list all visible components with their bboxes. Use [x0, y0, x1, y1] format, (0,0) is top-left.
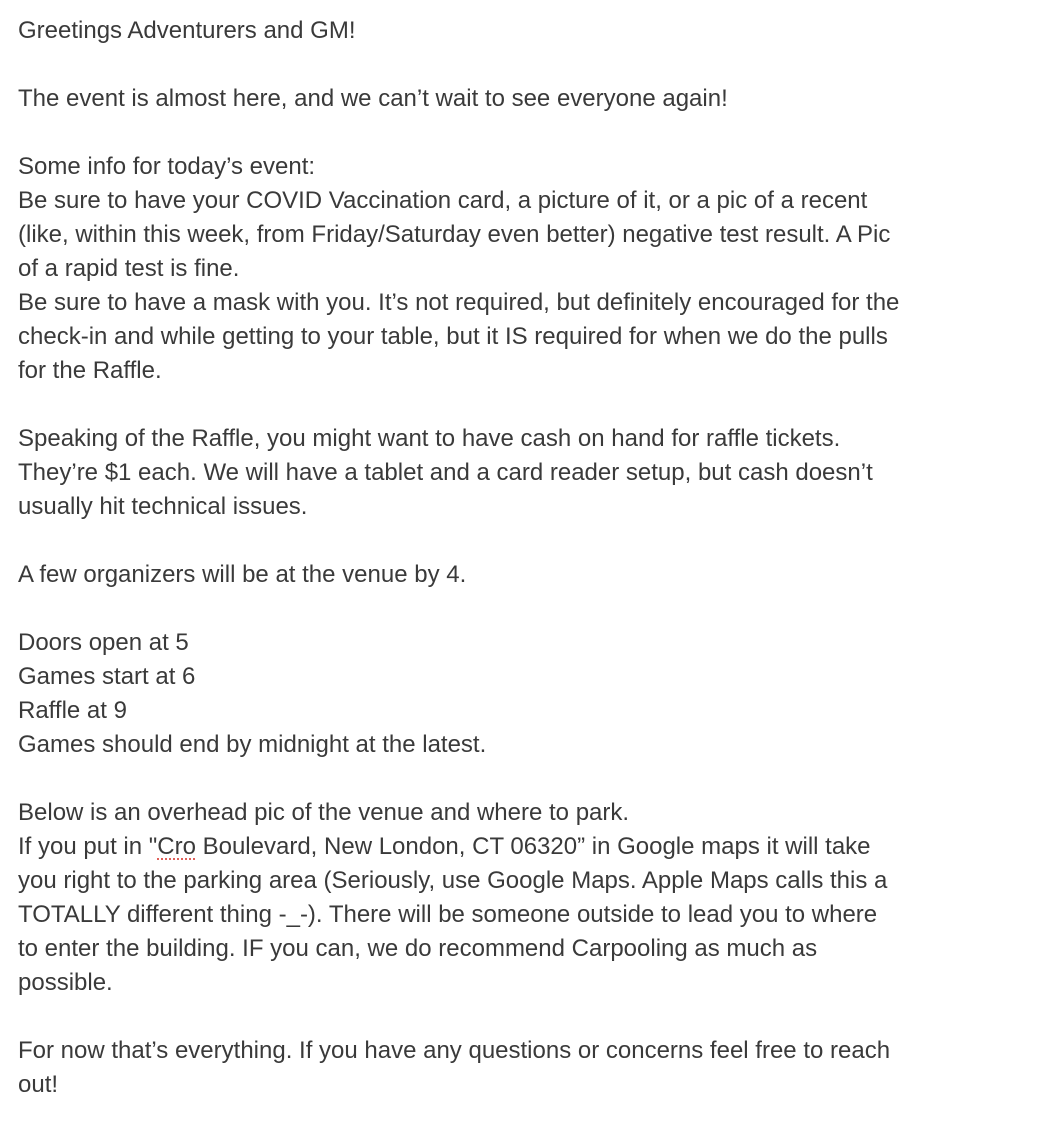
closing-line: For now that’s everything. If you have any questions or concerns feel free to reach: [18, 1037, 891, 1064]
raffle-line: Speaking of the Raffle, you might want to have cash on hand for raffle tickets.: [18, 425, 841, 452]
schedule-item: Games start at 6: [18, 663, 196, 690]
message-body[interactable]: [18, 14, 1040, 1102]
blank-line: [18, 524, 1040, 558]
blank-line: [18, 116, 1040, 150]
schedule-item: Raffle at 9: [18, 697, 127, 724]
schedule-item: Doors open at 5: [18, 629, 189, 656]
vaccination-line: of a rapid test is fine.: [18, 255, 240, 282]
closing-line: out!: [18, 1071, 59, 1098]
info-heading: Some info for today’s event:: [18, 153, 316, 180]
address-suffix: Boulevard, New London, CT 06320” in Google maps it will take: [195, 833, 871, 860]
directions-line: you right to the parking area (Seriously, use Google Maps. Apple Maps calls this a: [18, 867, 888, 894]
misspelled-word[interactable]: Cro: [157, 833, 196, 860]
blank-line: [18, 592, 1040, 626]
venue-intro-line: Below is an overhead pic of the venue and where to park.: [18, 799, 630, 826]
directions-line: TOTALLY different thing -_-). There will be someone outside to lead you to where: [18, 901, 878, 928]
schedule-item: Games should end by midnight at the latest.: [18, 731, 487, 758]
mask-line: check-in and while getting to your table, but it IS required for when we do the pulls: [18, 323, 888, 350]
mask-line: Be sure to have a mask with you. It’s not required, but definitely encouraged for the: [18, 289, 900, 316]
vaccination-line: Be sure to have your COVID Vaccination card, a picture of it, or a pic of a recent: [18, 187, 868, 214]
intro-line: The event is almost here, and we can’t wait to see everyone again!: [18, 85, 728, 112]
raffle-line: usually hit technical issues.: [18, 493, 308, 520]
directions-line: possible.: [18, 969, 113, 996]
address-line: [18, 830, 1040, 864]
blank-line: [18, 388, 1040, 422]
greeting-line: Greetings Adventurers and GM!: [18, 17, 356, 44]
blank-line: [18, 48, 1040, 82]
organizers-line: A few organizers will be at the venue by 4.: [18, 561, 467, 588]
directions-line: to enter the building. IF you can, we do recommend Carpooling as much as: [18, 935, 818, 962]
blank-line: [18, 1000, 1040, 1034]
blank-line: [18, 762, 1040, 796]
vaccination-line: (like, within this week, from Friday/Saturday even better) negative test result. A Pic: [18, 221, 891, 248]
address-prefix: If you put in ": [18, 833, 158, 860]
mask-line: for the Raffle.: [18, 357, 162, 384]
raffle-line: They’re $1 each. We will have a tablet and a card reader setup, but cash doesn’t: [18, 459, 873, 486]
